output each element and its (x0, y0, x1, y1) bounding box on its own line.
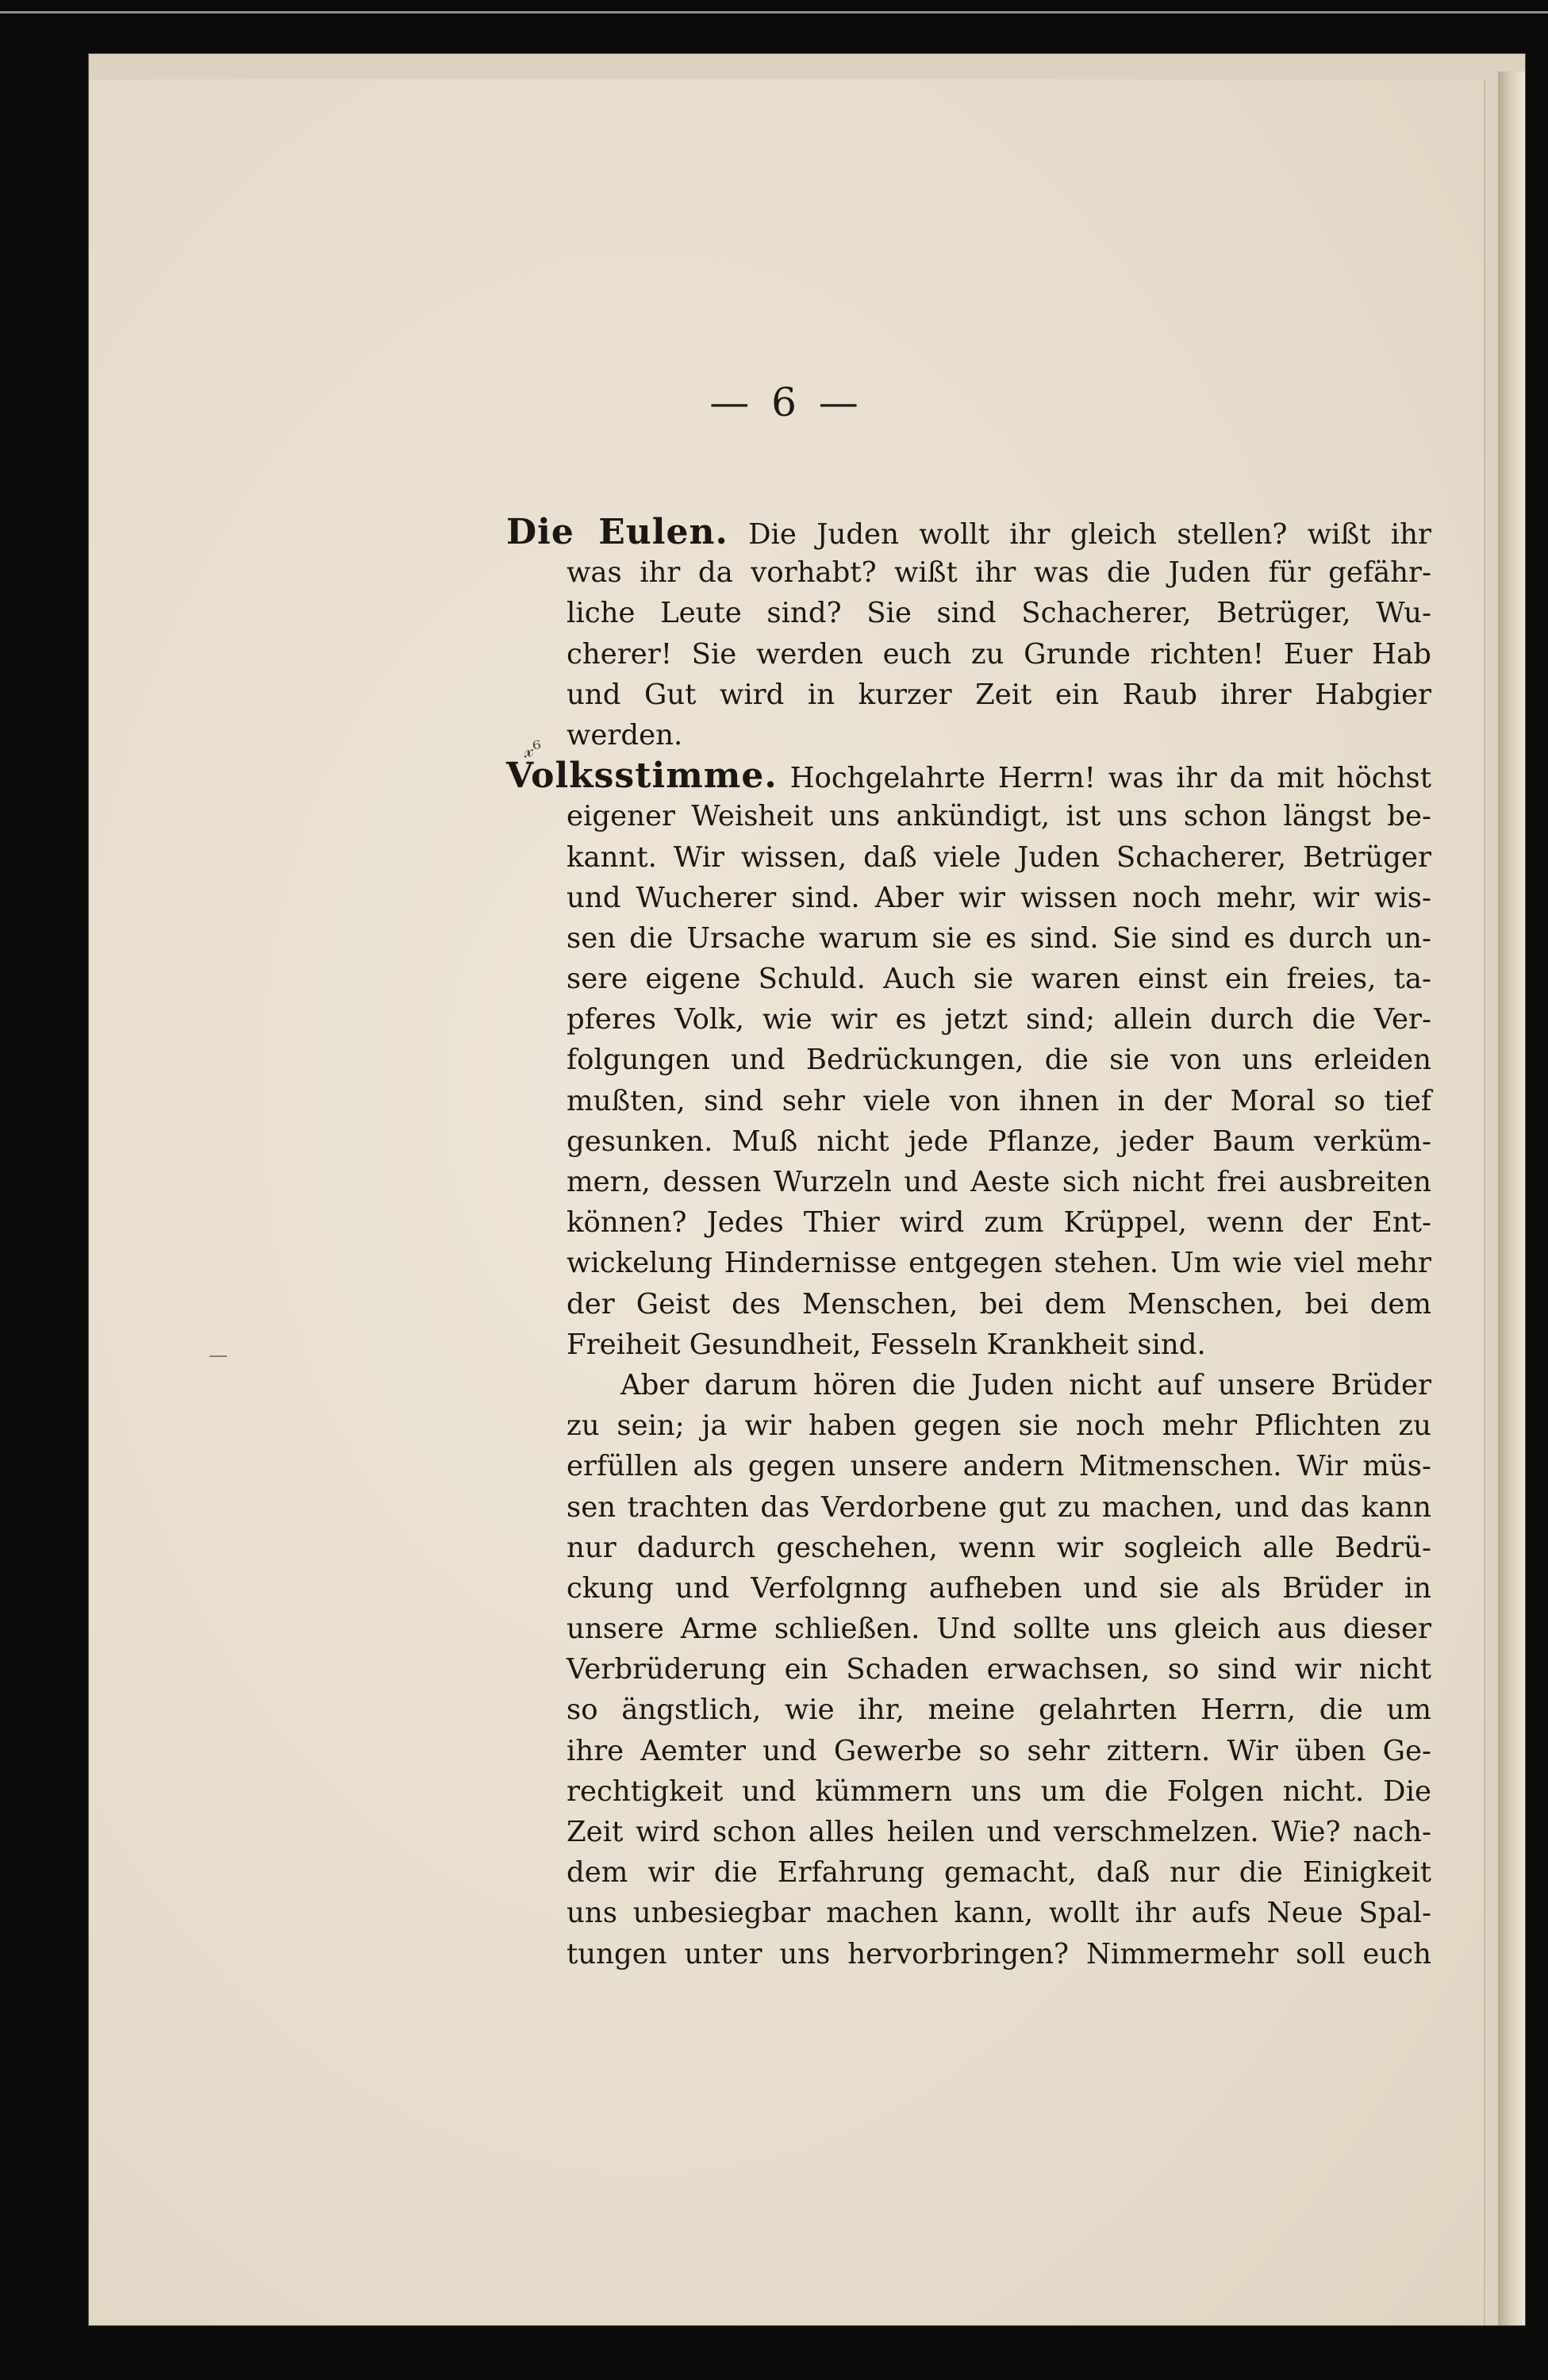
text-line: Freiheit Gesundheit, Fesseln Krankheit sind. (567, 1328, 1206, 1361)
text-line: der Geist des Menschen, bei dem Menschen, bei dem (567, 1287, 1431, 1321)
text-line: eigener Weisheit uns ankündigt, ist uns schon längst be- (567, 800, 1431, 833)
text-line: gesunken. Muß nicht jede Pflanze, jeder Baum verküm- (567, 1125, 1431, 1158)
text-line: Aber darum hören die Juden nicht auf unsere Brüder (620, 1368, 1431, 1401)
text-line: sere eigene Schuld. Auch sie waren einst ein freies, ta- (567, 963, 1431, 996)
text-line: ihre Aemter und Gewerbe so sehr zittern. Wir üben Ge- (567, 1734, 1431, 1767)
text-line: unsere Arme schließen. Und sollte uns gleich aus dieser (567, 1613, 1431, 1646)
text-line: tungen unter uns hervorbringen? Nimmermehr soll euch (567, 1937, 1431, 1971)
speaker-label: Volksstimme. (506, 756, 778, 797)
speaker-label: Die Eulen. (506, 512, 728, 552)
text-line: liche Leute sind? Sie sind Schacherer, Betrüger, Wu- (567, 597, 1431, 630)
book-page (89, 79, 1484, 2325)
page-number: — 6 — (709, 379, 863, 425)
text-line: cherer! Sie werden euch zu Grunde richten! Euer Hab (567, 637, 1431, 671)
text-line: kannt. Wir wissen, daß viele Juden Schacherer, Betrüger (567, 840, 1431, 874)
text-line: uns unbesiegbar machen kann, wollt ihr aufs Neue Spal- (567, 1897, 1431, 1930)
text-line: und Wucherer sind. Aber wir wissen noch mehr, wir wis- (567, 881, 1431, 914)
text-line: so ängstlich, wie ihr, meine gelahrten Herrn, die um (567, 1694, 1431, 1727)
text-line: wickelung Hindernisse entgegen stehen. Um wie viel mehr (567, 1247, 1431, 1280)
text-line: Zeit wird schon alles heilen und verschmelzen. Wie? nach- (567, 1816, 1431, 1848)
text-line: erfüllen als gegen unsere andern Mitmenschen. Wir müs- (567, 1450, 1431, 1483)
text-line: mern, dessen Wurzeln und Aeste sich nicht frei ausbreiten (567, 1166, 1431, 1198)
text-line: rechtigkeit und kümmern uns um die Folgen nicht. Die (567, 1774, 1431, 1808)
text-line: ckung und Verfolgnng aufheben und sie als Brüder in (567, 1571, 1431, 1605)
text-line: Verbrüderung ein Schaden erwachsen, so sind wir nicht (567, 1653, 1431, 1686)
text-line: dem wir die Erfahrung gemacht, daß nur die Einigkeit (567, 1856, 1431, 1890)
text-line: können? Jedes Thier wird zum Krüppel, wenn der Ent- (567, 1206, 1431, 1240)
leaf-edge-shadow (1498, 71, 1525, 2325)
text-line: und Gut wird in kurzer Zeit ein Raub ihrer Habgier (567, 678, 1431, 711)
margin-dash (209, 1355, 227, 1357)
text-line: Die Eulen. Die Juden wollt ihr gleich stellen? wißt ihr (506, 512, 1431, 552)
scan-edge-line (0, 11, 1548, 13)
text-line: Volksstimme. Hochgelahrte Herrn! was ihr da mit höchst (506, 756, 1431, 797)
text-line: pferes Volk, wie wir es jetzt sind; allein durch die Ver- (567, 1003, 1431, 1036)
margin-annotation: 𝓍⁶ (521, 736, 544, 763)
text-line: nur dadurch geschehen, wenn wir sogleich alle Bedrü- (567, 1531, 1431, 1564)
text-line: was ihr da vorhabt? wißt ihr was die Juden für gefähr- (567, 556, 1431, 590)
text-line: werden. (567, 718, 683, 752)
text-line: sen die Ursache warum sie es sind. Sie sind es durch un- (567, 921, 1431, 955)
text-line: folgungen und Bedrückungen, die sie von uns erleiden (567, 1044, 1431, 1077)
text-line: sen trachten das Verdorbene gut zu machen, und das kann (567, 1490, 1431, 1524)
text-line: zu sein; ja wir haben gegen sie noch mehr Pflichten zu (567, 1409, 1431, 1443)
text-line: mußten, sind sehr viele von ihnen in der Moral so tief (567, 1084, 1431, 1117)
